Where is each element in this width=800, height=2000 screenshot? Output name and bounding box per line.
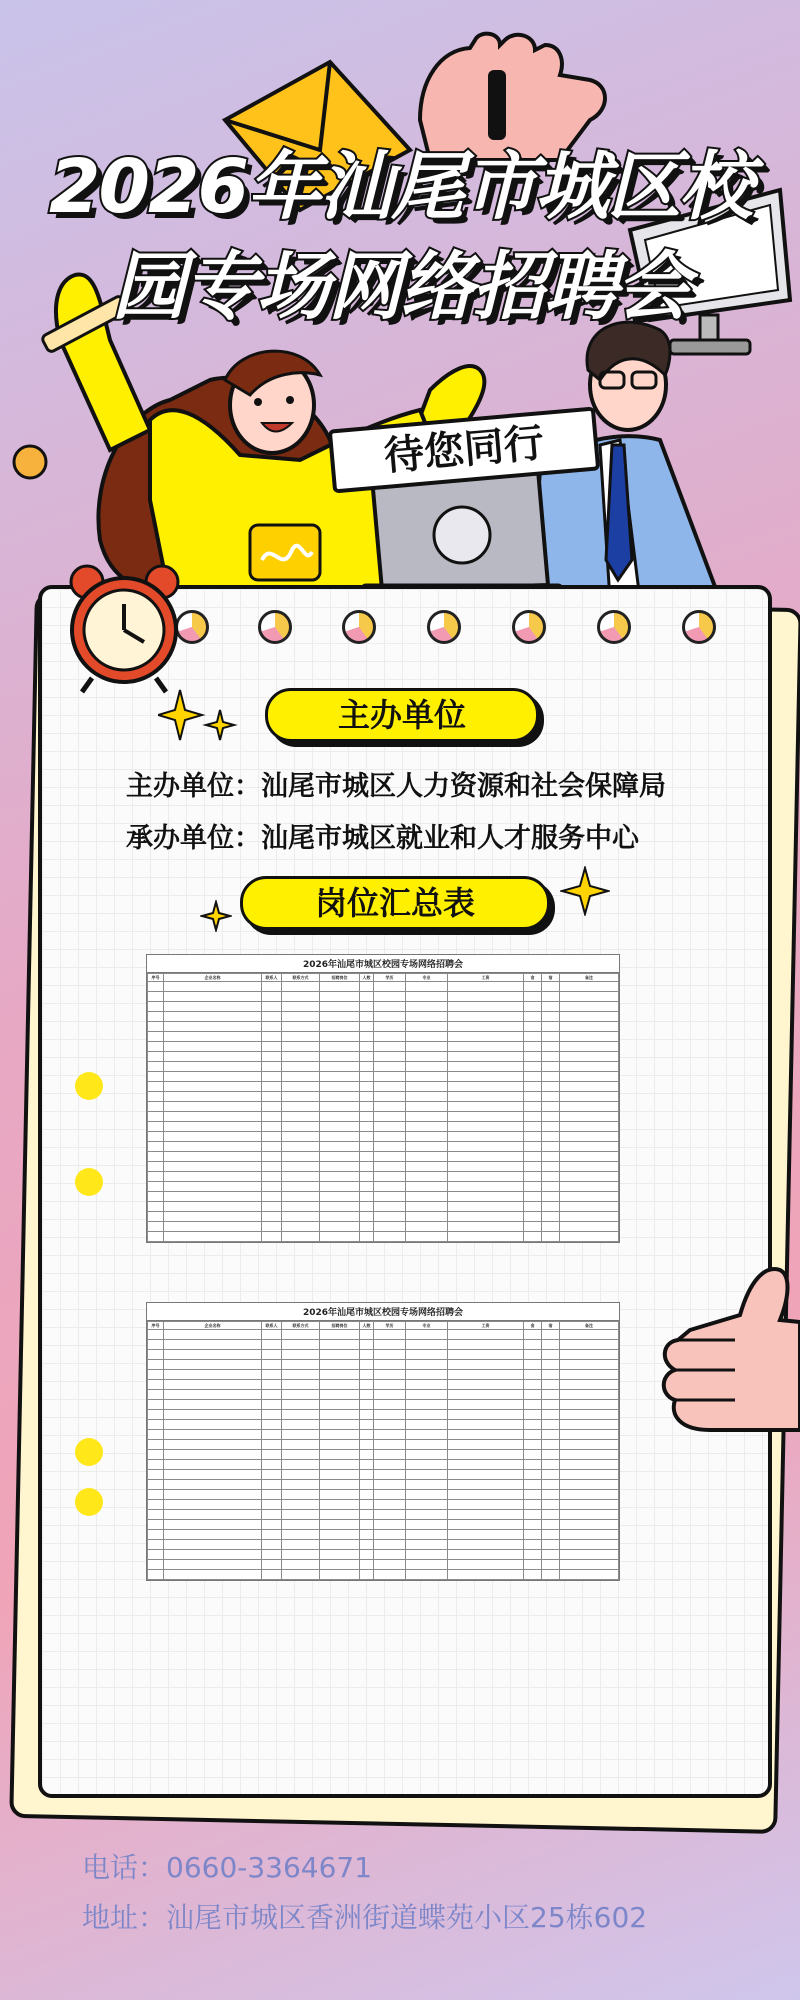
col-header: 联系人	[262, 974, 282, 982]
binder-ring	[427, 610, 461, 644]
col-header: 学历	[374, 974, 406, 982]
col-header: 专业	[406, 974, 448, 982]
organizer-heading: 主办单位	[265, 688, 539, 742]
col-header: 人数	[360, 974, 374, 982]
co-host-organizer: 承办单位：汕尾市城区就业和人才服务中心	[126, 823, 639, 854]
job-summary-table-2	[146, 1302, 620, 1581]
table-title: 2026年汕尾市城区校园专场网络招聘会	[147, 1303, 619, 1321]
host-organizer: 主办单位：汕尾市城区人力资源和社会保障局	[126, 771, 666, 802]
poster-title-line2: 园专场网络招聘会	[112, 244, 688, 330]
col-header: 备注	[560, 974, 619, 982]
contact-phone: 电话：0660-3364671	[82, 1851, 373, 1884]
laptop-icon	[362, 470, 562, 597]
binder-ring	[512, 610, 546, 644]
decor-dot	[75, 1488, 103, 1516]
summary-heading: 岗位汇总表	[240, 876, 550, 930]
binder-ring	[258, 610, 292, 644]
col-header: 学历	[374, 1322, 406, 1330]
job-summary-table-1	[146, 954, 620, 1243]
col-header: 序号	[148, 1322, 164, 1330]
binder-ring	[597, 610, 631, 644]
col-header: 招聘岗位	[320, 974, 360, 982]
orb-icon	[14, 446, 46, 478]
col-header: 宿	[542, 1322, 560, 1330]
col-header: 企业名称	[164, 1322, 262, 1330]
col-header: 序号	[148, 974, 164, 982]
contact-address: 地址：汕尾市城区香洲街道蝶苑小区25栋602	[82, 1901, 648, 1934]
decor-dot	[75, 1168, 103, 1196]
col-header: 食	[524, 974, 542, 982]
col-header: 专业	[406, 1322, 448, 1330]
col-header: 联系人	[262, 1322, 282, 1330]
col-header: 企业名称	[164, 974, 262, 982]
binder-ring	[342, 610, 376, 644]
col-header: 食	[524, 1322, 542, 1330]
col-header: 人数	[360, 1322, 374, 1330]
col-header: 联系方式	[282, 974, 320, 982]
col-header: 宿	[542, 974, 560, 982]
binder-ring	[682, 610, 716, 644]
col-header: 招聘岗位	[320, 1322, 360, 1330]
thumbs-up-icon	[650, 1260, 800, 1440]
poster-title-line1: 2026年汕尾市城区校	[49, 144, 751, 230]
decor-dot	[75, 1072, 103, 1100]
col-header: 备注	[560, 1322, 619, 1330]
col-header: 联系方式	[282, 1322, 320, 1330]
col-header: 工资	[448, 974, 524, 982]
decor-dot	[75, 1438, 103, 1466]
table-title: 2026年汕尾市城区校园专场网络招聘会	[147, 955, 619, 973]
slogan-ribbon: 待您同行	[328, 406, 601, 493]
alarm-clock-icon	[62, 560, 192, 700]
sparkle-icon	[200, 900, 232, 932]
sparkle-icon	[158, 688, 238, 748]
col-header: 工资	[448, 1322, 524, 1330]
sparkle-icon	[560, 866, 610, 916]
